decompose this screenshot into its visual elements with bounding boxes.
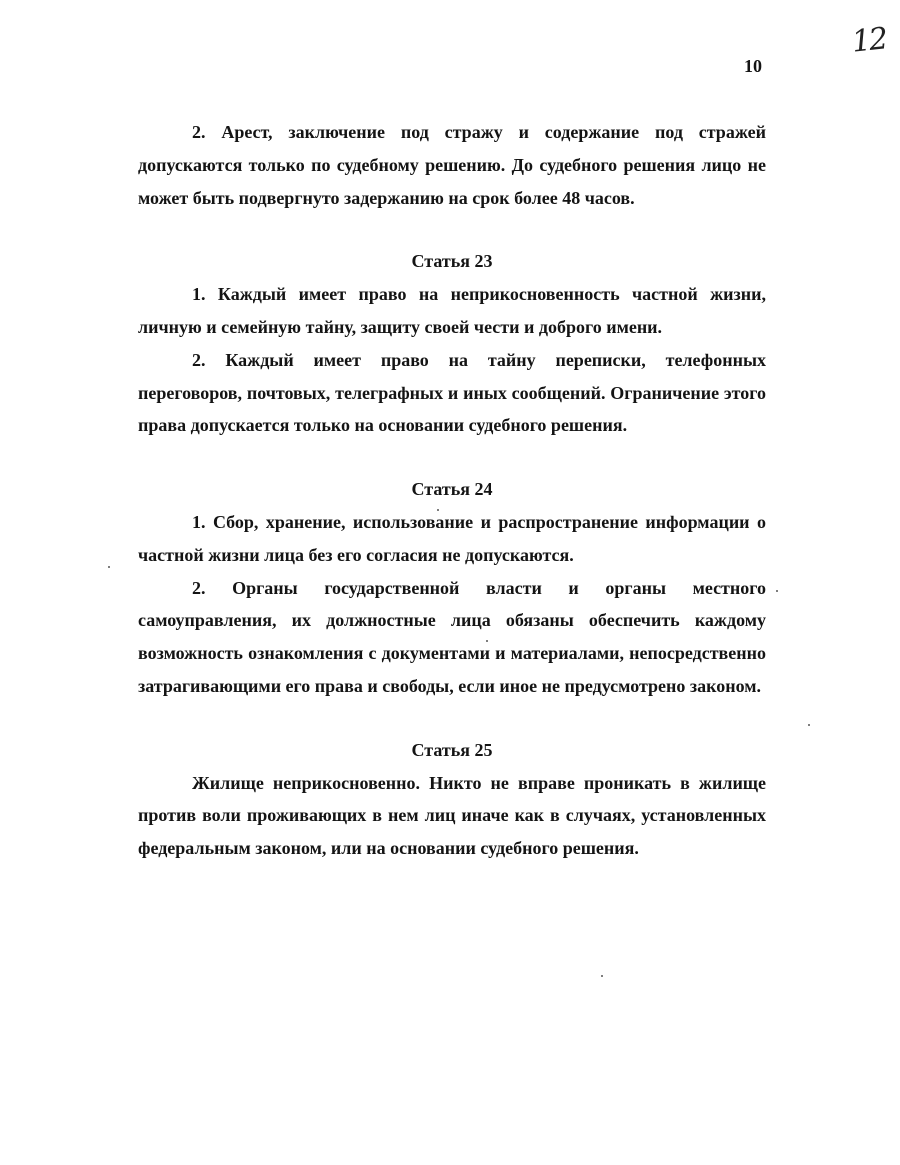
scan-speck: [486, 640, 488, 642]
spacer: [138, 703, 766, 734]
article-heading: Статья 25: [411, 739, 493, 760]
opening-paragraph: 2. Арест, заключение под стражу и содержание под стражей допускаются только по судебному решению. До судебного решения лицо не может быть подвергнуто задержанию на срок более 48 часов.: [138, 122, 766, 208]
document-body: [138, 116, 766, 865]
page-number: 10: [744, 56, 762, 76]
spacer: [138, 214, 766, 245]
spacer: [138, 442, 766, 473]
handwritten-page-mark: 12: [850, 21, 888, 60]
scan-speck: [601, 975, 603, 977]
article-25: [138, 734, 766, 865]
scan-speck: [776, 590, 778, 592]
article-paragraph: 2. Органы государственной власти и органы местного самоуправления, их должностные лица обязаны обеспечить каждому возможность ознакомления с документами и материалами, непосредственно затрагивающими его права и свободы, если иное не предусмотрено законом.: [138, 577, 766, 696]
scan-speck: [437, 509, 439, 511]
article-paragraph: Жилище неприкосновенно. Никто не вправе проникать в жилище против воли проживающих в нем лиц иначе как в случаях, установленных федеральным законом, или на основании судебного решения.: [138, 772, 766, 859]
article-paragraph: 1. Каждый имеет право на неприкосновенность частной жизни, личную и семейную тайну, защиту своей чести и доброго имени.: [138, 284, 766, 337]
article-heading: Статья 23: [411, 251, 493, 272]
article-heading: Статья 24: [411, 479, 493, 500]
scan-speck: [808, 724, 810, 726]
article-paragraph: 2. Каждый имеет право на тайну переписки, телефонных переговоров, почтовых, телеграфных и иных сообщений. Ограничение этого права допускается только на основании судебного решения.: [138, 349, 766, 436]
scan-speck: [108, 566, 110, 568]
article-23: [138, 245, 766, 442]
article-paragraph: 1. Сбор, хранение, использование и распространение информации о частной жизни лица без его согласия не допускаются.: [138, 511, 766, 565]
article-24: [138, 473, 766, 703]
